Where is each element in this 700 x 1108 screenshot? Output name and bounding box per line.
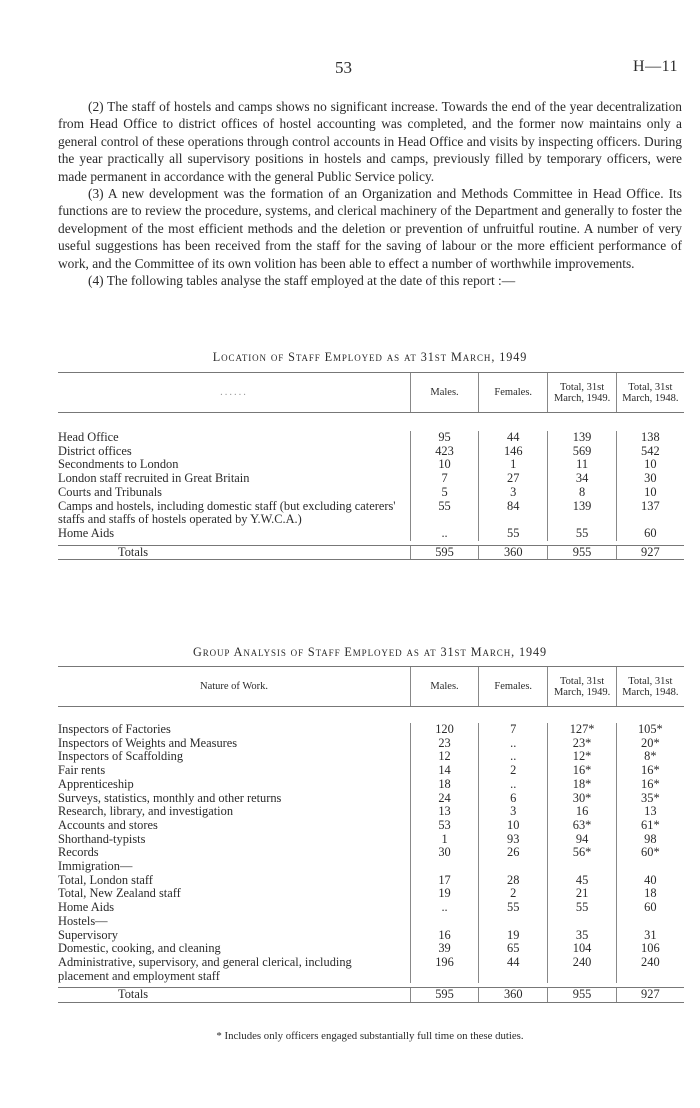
table-cell: 138 bbox=[616, 431, 684, 445]
row-label-text: Records bbox=[58, 845, 99, 860]
row-label-text: Research, library, and investigation bbox=[58, 804, 234, 819]
table-cell: 12 bbox=[411, 750, 479, 764]
page-number: 53 bbox=[335, 58, 352, 77]
table-cell: 23* bbox=[548, 737, 616, 751]
table-row bbox=[58, 445, 684, 459]
table-cell: 21 bbox=[548, 887, 616, 901]
table-cell: 30 bbox=[411, 846, 479, 860]
table-cell: 18 bbox=[616, 887, 684, 901]
table-cell: 44 bbox=[479, 956, 548, 983]
table-cell bbox=[616, 915, 684, 929]
table-row bbox=[58, 860, 684, 874]
row-label-text: Inspectors of Weights and Measures bbox=[58, 735, 238, 750]
table-row bbox=[58, 723, 684, 737]
row-label bbox=[58, 915, 411, 929]
table-cell: 60 bbox=[616, 527, 684, 541]
table-cell: 35 bbox=[548, 929, 616, 943]
table-cell: 93 bbox=[479, 833, 548, 847]
totals-row bbox=[58, 988, 684, 1003]
row-label bbox=[58, 833, 411, 847]
row-label bbox=[58, 737, 411, 751]
row-label-text: Supervisory bbox=[58, 927, 118, 942]
paragraph-4: (4) The following tables analyse the staff employed at the date of this report :— bbox=[88, 273, 516, 289]
row-label bbox=[58, 805, 411, 819]
row-label bbox=[58, 846, 411, 860]
table-cell: 3 bbox=[479, 486, 548, 500]
row-label-text: Hostels— bbox=[58, 913, 108, 928]
table-cell: 16 bbox=[548, 805, 616, 819]
totals-row bbox=[58, 545, 684, 560]
table1-header-total-1948: Total, 31st March, 1948. bbox=[616, 373, 684, 413]
table-cell: 65 bbox=[479, 942, 548, 956]
table-row bbox=[58, 778, 684, 792]
row-label bbox=[58, 445, 411, 459]
table-cell: 137 bbox=[616, 500, 684, 527]
row-label bbox=[58, 874, 411, 888]
table-cell: 105* bbox=[616, 723, 684, 737]
table-cell bbox=[616, 860, 684, 874]
row-label-text: District offices bbox=[58, 443, 132, 458]
table-row bbox=[58, 500, 684, 527]
table-cell: 39 bbox=[411, 942, 479, 956]
table-cell: 106 bbox=[616, 942, 684, 956]
table-cell: 45 bbox=[548, 874, 616, 888]
totals-cell: 595 bbox=[411, 545, 479, 560]
table-cell: 35* bbox=[616, 792, 684, 806]
table-cell: 19 bbox=[411, 887, 479, 901]
table-cell: 120 bbox=[411, 723, 479, 737]
section-code: H—11 bbox=[633, 58, 678, 75]
row-label-text: London staff recruited in Great Britain bbox=[58, 471, 250, 486]
table-row bbox=[58, 956, 684, 983]
table-cell: 8 bbox=[548, 486, 616, 500]
table-cell: 28 bbox=[479, 874, 548, 888]
table-cell: .. bbox=[479, 737, 548, 751]
table-cell: 63* bbox=[548, 819, 616, 833]
table-cell: .. bbox=[479, 778, 548, 792]
row-label bbox=[58, 458, 411, 472]
paragraph-2: (2) The staff of hostels and camps shows no significant increase. Towards the end of the year decentralization from Head Office to district offices of hostel accounting was completed, and the former now maintains only a general control of these operations through control accounts in Head Office and visits by inspecting officers. During the year practically all supervisory positions in hostels and camps, previously filled by temporary officers, were made permanent in accordance with the general Public Service policy. bbox=[58, 99, 682, 184]
table-cell: .. bbox=[411, 901, 479, 915]
table1-header-females: Females. bbox=[479, 373, 548, 413]
table-cell: 18* bbox=[548, 778, 616, 792]
table-cell: 7 bbox=[479, 723, 548, 737]
row-label bbox=[58, 750, 411, 764]
location-table bbox=[58, 372, 684, 560]
table-row bbox=[58, 486, 684, 500]
table-cell: 139 bbox=[548, 500, 616, 527]
totals-cell: 927 bbox=[616, 545, 684, 560]
table-cell: 423 bbox=[411, 445, 479, 459]
table-cell: 127* bbox=[548, 723, 616, 737]
table-cell: 13 bbox=[616, 805, 684, 819]
table-cell: 17 bbox=[411, 874, 479, 888]
table-cell: 55 bbox=[548, 901, 616, 915]
table-row bbox=[58, 915, 684, 929]
row-label bbox=[58, 792, 411, 806]
row-label bbox=[58, 956, 411, 983]
table-cell: 30 bbox=[616, 472, 684, 486]
row-label bbox=[58, 819, 411, 833]
table-cell: 27 bbox=[479, 472, 548, 486]
table-cell: 26 bbox=[479, 846, 548, 860]
table-cell: 53 bbox=[411, 819, 479, 833]
row-label-text: Inspectors of Factories bbox=[58, 722, 171, 736]
table-cell: 2 bbox=[479, 887, 548, 901]
table-cell: 55 bbox=[411, 500, 479, 527]
table-row bbox=[58, 846, 684, 860]
table-cell: 98 bbox=[616, 833, 684, 847]
totals-cell: 360 bbox=[479, 988, 548, 1003]
table-cell: 569 bbox=[548, 445, 616, 459]
table-row bbox=[58, 792, 684, 806]
table-cell: 19 bbox=[479, 929, 548, 943]
table2-header-label: Nature of Work. bbox=[58, 667, 411, 707]
table-cell: 10 bbox=[479, 819, 548, 833]
table-cell: 8* bbox=[616, 750, 684, 764]
table-cell: 14 bbox=[411, 764, 479, 778]
table-row bbox=[58, 527, 684, 541]
table-row bbox=[58, 929, 684, 943]
table-cell: 23 bbox=[411, 737, 479, 751]
row-label-text: Home Aids bbox=[58, 900, 115, 915]
row-label bbox=[58, 723, 411, 737]
table-row bbox=[58, 833, 684, 847]
row-label-text: Courts and Tribunals bbox=[58, 484, 162, 499]
table-cell: 11 bbox=[548, 458, 616, 472]
row-label bbox=[58, 500, 411, 527]
row-label-text: Inspectors of Scaffolding bbox=[58, 749, 184, 764]
table-cell: .. bbox=[411, 527, 479, 541]
row-label-text: Total, London staff bbox=[58, 872, 153, 887]
table1-caption: Location of Staff Employed as at 31st March, 1949 bbox=[212, 350, 528, 364]
totals-label: Totals bbox=[58, 988, 411, 1003]
table-cell: 30* bbox=[548, 792, 616, 806]
row-label-text: Apprenticeship bbox=[58, 776, 134, 791]
table-cell: 16* bbox=[616, 778, 684, 792]
table-cell: 61* bbox=[616, 819, 684, 833]
table-spacer bbox=[58, 707, 684, 724]
table-cell: 60* bbox=[616, 846, 684, 860]
table-cell: 16 bbox=[411, 929, 479, 943]
table2-caption: Group Analysis of Staff Employed as at 31st March, 1949 bbox=[193, 645, 547, 659]
table-cell: 34 bbox=[548, 472, 616, 486]
totals-label: Totals bbox=[58, 545, 411, 560]
group-analysis-table bbox=[58, 666, 684, 1003]
table-cell: 55 bbox=[479, 527, 548, 541]
table-cell: 240 bbox=[548, 956, 616, 983]
row-label-text: Head Office bbox=[58, 430, 119, 444]
row-label bbox=[58, 472, 411, 486]
table-cell bbox=[548, 915, 616, 929]
row-label bbox=[58, 860, 411, 874]
table-cell: 5 bbox=[411, 486, 479, 500]
table-cell: 12* bbox=[548, 750, 616, 764]
row-label bbox=[58, 942, 411, 956]
row-label-text: Surveys, statistics, monthly and other returns bbox=[58, 790, 282, 805]
table-cell bbox=[411, 915, 479, 929]
row-label-text: Home Aids bbox=[58, 525, 115, 540]
table-row bbox=[58, 458, 684, 472]
table-cell: 104 bbox=[548, 942, 616, 956]
row-label bbox=[58, 764, 411, 778]
row-label bbox=[58, 527, 411, 541]
table-row bbox=[58, 819, 684, 833]
table-cell: 18 bbox=[411, 778, 479, 792]
table1-header-total-1949: Total, 31st March, 1949. bbox=[548, 373, 616, 413]
table-cell: 146 bbox=[479, 445, 548, 459]
table-cell: 139 bbox=[548, 431, 616, 445]
row-label bbox=[58, 431, 411, 445]
table-row bbox=[58, 431, 684, 445]
table-cell: 7 bbox=[411, 472, 479, 486]
table-row bbox=[58, 764, 684, 778]
table-cell: 1 bbox=[411, 833, 479, 847]
totals-cell: 927 bbox=[616, 988, 684, 1003]
table2-header-males: Males. bbox=[411, 667, 479, 707]
table-cell bbox=[548, 860, 616, 874]
table-cell: 10 bbox=[411, 458, 479, 472]
table-spacer bbox=[58, 413, 684, 432]
table1-header-label: ...... bbox=[58, 373, 411, 413]
table-cell: 1 bbox=[479, 458, 548, 472]
paragraph-3: (3) A new development was the formation of an Organization and Methods Committee in Head Office. Its functions are to review the procedure, systems, and clerical machinery of the Department and generally to foster the development of the most efficient methods and the deletion or prevention of unfruitful routine. A number of very useful suggestions has been received from the staff for the saving of labour or the more efficient performance of work, and the Committee of its own volition has been able to effect a number of worthwhile improvements. bbox=[58, 186, 682, 271]
table-cell: 196 bbox=[411, 956, 479, 983]
row-label bbox=[58, 887, 411, 901]
table-row bbox=[58, 901, 684, 915]
table-cell: .. bbox=[479, 750, 548, 764]
table-cell: 55 bbox=[479, 901, 548, 915]
row-label-text: Total, New Zealand staff bbox=[58, 886, 181, 901]
totals-cell: 360 bbox=[479, 545, 548, 560]
table2-header-total-1948: Total, 31st March, 1948. bbox=[616, 667, 684, 707]
totals-cell: 595 bbox=[411, 988, 479, 1003]
row-label bbox=[58, 929, 411, 943]
table-row bbox=[58, 750, 684, 764]
table-row bbox=[58, 472, 684, 486]
table-cell: 44 bbox=[479, 431, 548, 445]
totals-cell: 955 bbox=[548, 988, 616, 1003]
table-row bbox=[58, 737, 684, 751]
row-label-text: Secondments to London bbox=[58, 457, 179, 472]
table-cell bbox=[479, 860, 548, 874]
table-cell: 24 bbox=[411, 792, 479, 806]
table-cell: 6 bbox=[479, 792, 548, 806]
table-cell: 10 bbox=[616, 486, 684, 500]
table-cell: 31 bbox=[616, 929, 684, 943]
table-cell: 2 bbox=[479, 764, 548, 778]
table-cell: 95 bbox=[411, 431, 479, 445]
table-row bbox=[58, 805, 684, 819]
table-cell: 542 bbox=[616, 445, 684, 459]
table-cell: 3 bbox=[479, 805, 548, 819]
row-label-text: Immigration— bbox=[58, 859, 133, 874]
row-label-text: Administrative, supervisory, and general clerical, including placement and employment staff bbox=[58, 954, 352, 983]
table-row bbox=[58, 887, 684, 901]
row-label-text: Camps and hostels, including domestic staff (but excluding caterers' staffs and staffs of hostels operated by Y.W.C.A.) bbox=[58, 498, 396, 527]
row-label-text: Fair rents bbox=[58, 763, 106, 778]
table-cell: 94 bbox=[548, 833, 616, 847]
table-cell bbox=[411, 860, 479, 874]
footnote: * Includes only officers engaged substantially full time on these duties. bbox=[216, 1030, 524, 1042]
row-label-text: Accounts and stores bbox=[58, 817, 158, 832]
totals-cell: 955 bbox=[548, 545, 616, 560]
row-label bbox=[58, 778, 411, 792]
table-cell: 84 bbox=[479, 500, 548, 527]
row-label bbox=[58, 901, 411, 915]
table-row bbox=[58, 942, 684, 956]
row-label-text: Shorthand-typists bbox=[58, 831, 146, 846]
table2-header-females: Females. bbox=[479, 667, 548, 707]
body-text bbox=[58, 98, 682, 289]
table-cell: 20* bbox=[616, 737, 684, 751]
table1-header-males: Males. bbox=[411, 373, 479, 413]
table-row bbox=[58, 874, 684, 888]
table-cell: 60 bbox=[616, 901, 684, 915]
row-label bbox=[58, 486, 411, 500]
table-cell: 13 bbox=[411, 805, 479, 819]
table-cell: 56* bbox=[548, 846, 616, 860]
table-cell: 10 bbox=[616, 458, 684, 472]
table-cell bbox=[479, 915, 548, 929]
table-cell: 55 bbox=[548, 527, 616, 541]
table2-header-total-1949: Total, 31st March, 1949. bbox=[548, 667, 616, 707]
table-cell: 240 bbox=[616, 956, 684, 983]
row-label-text: Domestic, cooking, and cleaning bbox=[58, 941, 221, 956]
table-cell: 40 bbox=[616, 874, 684, 888]
table-cell: 16* bbox=[616, 764, 684, 778]
table-cell: 16* bbox=[548, 764, 616, 778]
